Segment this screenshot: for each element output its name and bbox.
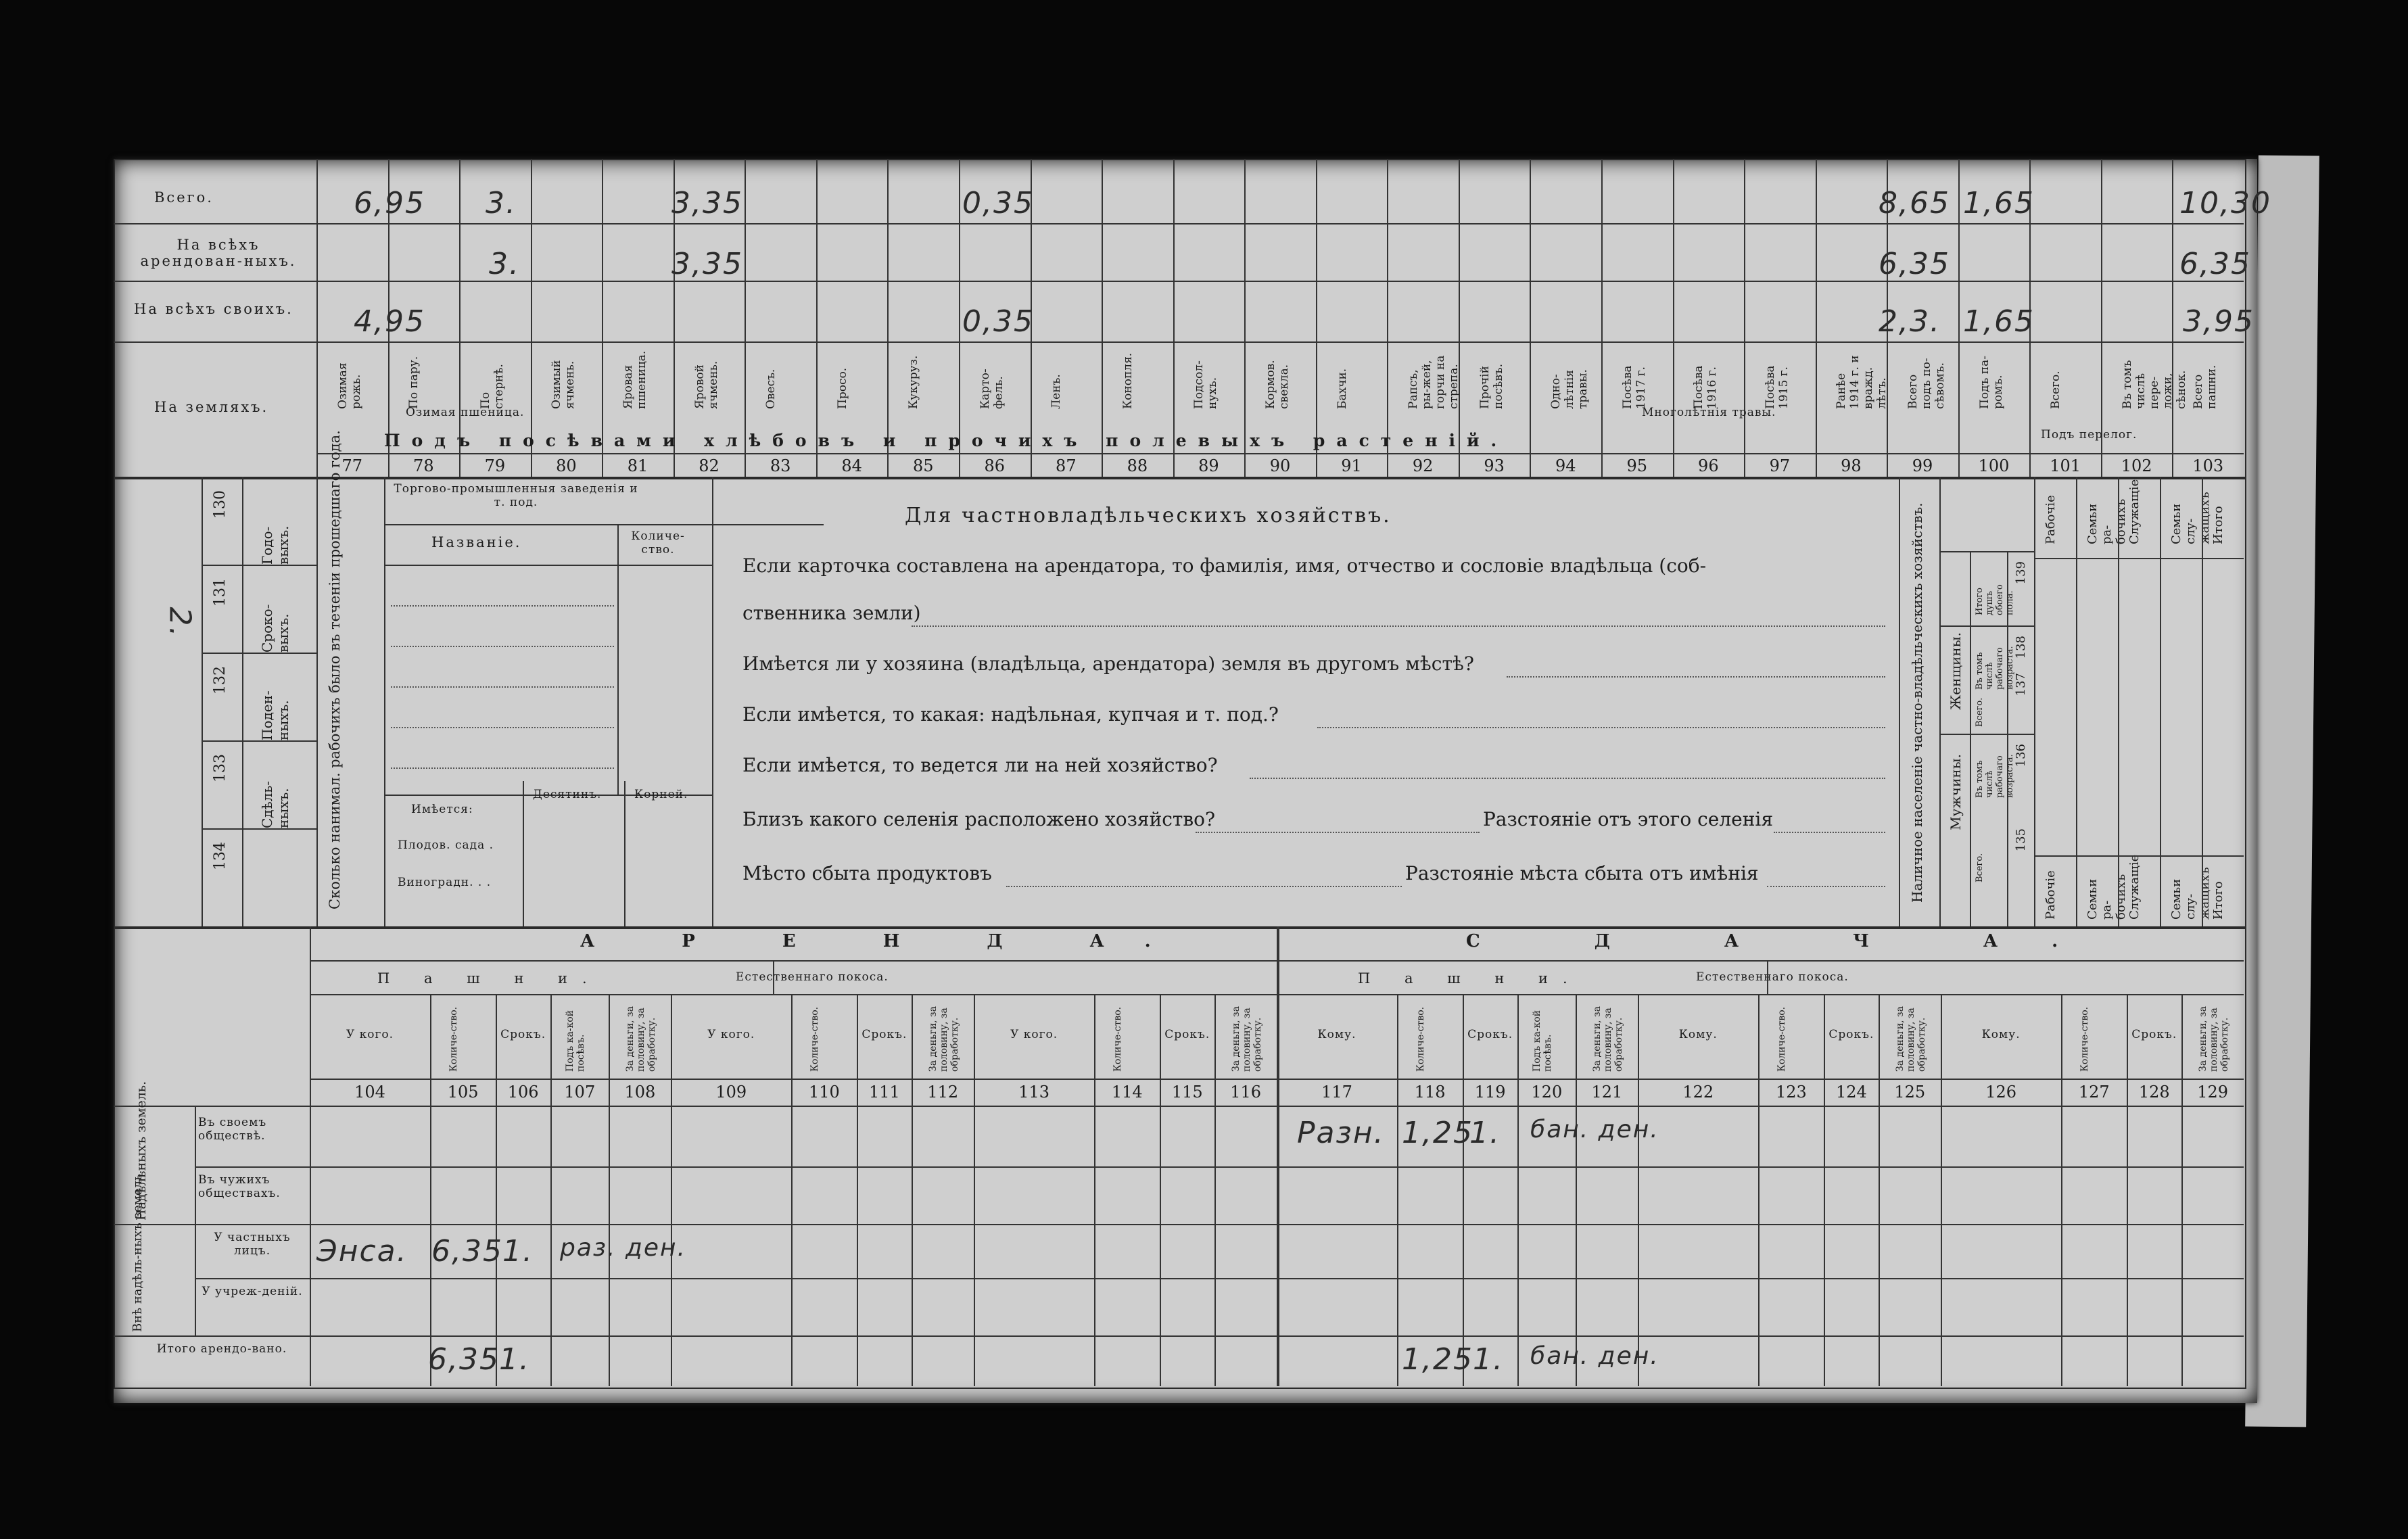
bottom-col-label-117: Кому.	[1317, 1028, 1356, 1041]
bottom-col-num-105: 105	[447, 1083, 479, 1102]
bottom-col-label-125: За деньги, за половину, за обработку.	[1895, 1006, 1928, 1072]
women-label: Женщины.	[1947, 632, 1964, 711]
bottom-col-label-111: Срокъ.	[861, 1028, 907, 1041]
top-col-label-93: Прочій посѣвъ.	[1478, 363, 1505, 409]
pop-col-label-138: Въ томъ числѣ рабочаго возраста.	[1975, 646, 2015, 690]
top-col-num-84: 84	[841, 456, 862, 475]
hired-col-num-134: 134	[212, 842, 229, 870]
pop-col-label-139: Итого душъ обоего пола.	[1975, 584, 2015, 615]
bottom-col-label-129: За деньги, за половину, за обработку.	[2198, 1006, 2231, 1072]
top-col-label-89: Подсол-нухъ.	[1192, 360, 1220, 409]
bottom-col-label-106: Срокъ.	[500, 1028, 546, 1041]
top-col-num-96: 96	[1698, 456, 1719, 475]
top-col-label-86: Карто-фель.	[978, 369, 1006, 409]
top-col-label-77: Озимая рожь.	[335, 362, 363, 409]
hw-vsego-99: 8,65	[1879, 186, 1950, 220]
hw-mark-2: 2.	[162, 607, 197, 638]
question-1b: ственника земли)	[742, 602, 921, 624]
hired-label: Сколько нанимал. рабочихъ было въ теченіи прошедшаго года.	[327, 430, 343, 909]
top-col-label-84: Просо.	[835, 367, 849, 409]
bottom-col-label-107: Подъ ка-кой посѣвъ.	[565, 1010, 587, 1072]
top-col-label-80: Озимый ячмень.	[550, 360, 577, 409]
pop-col-label-135: Всего.	[1975, 853, 1985, 882]
top-col-num-88: 88	[1127, 456, 1148, 475]
bottom-col-label-127: Количе-ство.	[2079, 1006, 2090, 1072]
bottom-col-label-105: Количе-ство.	[448, 1006, 459, 1072]
bottom-col-label-110: Количе-ство.	[809, 1006, 820, 1072]
bottom-col-label-123: Количе-ство.	[1776, 1006, 1787, 1072]
arenda-pokos: Естественнаго покоса.	[736, 970, 889, 984]
group-travy: Многолѣтнія травы.	[1642, 406, 1776, 419]
staff-col-top-3: Семьи слу-жащихъ	[2169, 492, 2212, 544]
desyatin-header: Десятинъ.	[533, 788, 602, 801]
bottom-col-num-115: 115	[1171, 1083, 1203, 1102]
pop-col-num-137: 137	[2014, 673, 2028, 696]
hired-col-num-132: 132	[212, 666, 229, 694]
has-label: Имѣется:	[411, 803, 473, 816]
hw-vsego-82: 3,35	[671, 186, 743, 220]
hw-vsego-100: 1,65	[1963, 186, 2035, 220]
question-6: Мѣсто сбыта продуктовъ	[742, 862, 992, 884]
hw-svoih-100: 1,65	[1963, 304, 2035, 339]
private-title: Для частновладѣльческихъ хозяйствъ.	[905, 504, 1392, 527]
top-col-num-103: 103	[2192, 456, 2224, 475]
top-col-label-97: Посѣва 1915 г.	[1763, 365, 1791, 409]
sdacha-pokos: Естественнаго покоса.	[1696, 970, 1849, 984]
sdacha-pashni: П а ш н и.	[1358, 970, 1582, 987]
hired-col-num-131: 131	[212, 578, 229, 607]
top-col-num-97: 97	[1769, 456, 1791, 475]
bottom-col-label-104: У кого.	[346, 1028, 394, 1041]
hw-itogo-sdacha-srok: 1.	[1473, 1342, 1504, 1377]
hw-itogo-sdacha-usl: бан. ден.	[1530, 1342, 1659, 1370]
top-col-num-101: 101	[2050, 456, 2081, 475]
row-uchrezh: У учреж-деній.	[202, 1285, 303, 1298]
bottom-col-num-104: 104	[354, 1083, 385, 1102]
question-5b: Разстояніе отъ этого селенія	[1483, 808, 1773, 830]
bottom-col-num-126: 126	[1985, 1083, 2017, 1102]
bottom-col-num-127: 127	[2078, 1083, 2110, 1102]
hw-vsego-79: 3.	[486, 186, 517, 220]
top-col-label-87: Ленъ.	[1049, 374, 1064, 409]
group-ozimaya: Озимая пшеница.	[406, 406, 525, 419]
bottom-col-num-110: 110	[808, 1083, 840, 1102]
top-col-num-83: 83	[770, 456, 791, 475]
top-col-num-100: 100	[1978, 456, 2010, 475]
bottom-col-num-123: 123	[1775, 1083, 1807, 1102]
garden-label: Плодов. сада .	[398, 838, 494, 852]
hw-vsego-77: 6,95	[354, 186, 425, 220]
bottom-col-label-114: Количе-ство.	[1112, 1006, 1123, 1072]
bottom-col-num-124: 124	[1835, 1083, 1867, 1102]
top-col-label-83: Овесъ.	[764, 369, 778, 409]
top-col-label-92: Рапсъ, ры-жей, горчи на стрепа.	[1407, 355, 1461, 409]
bottom-col-label-120: Подъ ка-кой посѣвъ.	[1532, 1010, 1554, 1072]
bottom-col-num-107: 107	[564, 1083, 596, 1102]
group-perelog: Подъ перелог.	[2041, 428, 2138, 442]
hw-itogo-arenda-srok: 1.	[499, 1342, 530, 1377]
staff-col-bot-4: Итого	[2211, 881, 2225, 920]
bottom-col-num-106: 106	[507, 1083, 539, 1102]
group-vne: Внѣ надѣль-ныхъ земель.	[131, 1170, 145, 1332]
staff-col-top-4: Итого	[2211, 506, 2225, 544]
question-4: Если имѣется, то ведется ли на ней хозяйство?	[742, 754, 1218, 776]
top-col-num-82: 82	[699, 456, 719, 475]
pop-col-num-139: 139	[2014, 561, 2028, 585]
bottom-col-label-116: За деньги, за половину, за обработку.	[1231, 1006, 1264, 1072]
top-col-label-99: Всего подъ по-сѣвомъ.	[1906, 358, 1947, 409]
top-col-num-85: 85	[912, 456, 934, 475]
bottom-col-num-120: 120	[1531, 1083, 1563, 1102]
top-col-num-99: 99	[1912, 456, 1933, 475]
hired-col-num-133: 133	[212, 754, 229, 782]
bottom-col-num-116: 116	[1230, 1083, 1262, 1102]
hw-itogo-sdacha-qty: 1,25	[1402, 1342, 1473, 1377]
top-col-num-89: 89	[1198, 456, 1219, 475]
bottom-col-num-114: 114	[1111, 1083, 1143, 1102]
pop-col-num-135: 135	[2014, 828, 2028, 852]
hw-svoem-qty: 1,25	[1402, 1116, 1473, 1150]
hw-arend-79: 3.	[489, 247, 520, 281]
bottom-col-label-124: Срокъ.	[1828, 1028, 1874, 1041]
top-col-num-81: 81	[627, 456, 648, 475]
top-col-num-90: 90	[1269, 456, 1291, 475]
bottom-col-num-129: 129	[2197, 1083, 2229, 1102]
hw-vsego-103: 10,30	[2179, 186, 2271, 220]
bottom-col-label-121: За деньги, за половину, за обработку.	[1592, 1006, 1625, 1072]
top-col-label-91: Бахчи.	[1335, 368, 1349, 409]
top-col-label-100: Подъ па-ромъ.	[1977, 356, 2005, 409]
top-col-label-90: Кормов. свекла.	[1264, 360, 1291, 409]
bottom-col-num-119: 119	[1474, 1083, 1506, 1102]
row-itogo: Итого арендо-вано.	[156, 1342, 287, 1356]
top-col-num-102: 102	[2121, 456, 2152, 475]
vineyard-label: Виноградн. . .	[398, 876, 492, 889]
row-chuzhih: Въ чужихъ обществахъ.	[198, 1173, 281, 1200]
hw-chastn-ukogo: Энса.	[316, 1234, 408, 1269]
question-5: Близъ какого селенія расположено хозяйство?	[742, 808, 1216, 830]
bottom-col-num-113: 113	[1018, 1083, 1050, 1102]
staff-col-bot-3: Семьи слу-жащихъ	[2169, 867, 2212, 920]
trade-title: Торгово-промышленныя заведенія и т. под.	[394, 482, 638, 509]
bottom-col-num-118: 118	[1414, 1083, 1446, 1102]
bottom-col-label-119: Срокъ.	[1467, 1028, 1513, 1041]
pop-col-label-137: Всего.	[1975, 697, 1985, 727]
top-col-num-91: 91	[1341, 456, 1362, 475]
top-col-num-94: 94	[1555, 456, 1576, 475]
arenda-pashni: П а ш н и.	[377, 970, 602, 987]
hw-svoih-103: 3,95	[2183, 304, 2254, 339]
top-col-label-101: Всего.	[2049, 371, 2063, 409]
trade-name-header: Названіе.	[431, 534, 522, 550]
bottom-col-num-109: 109	[715, 1083, 747, 1102]
bottom-col-num-111: 111	[868, 1083, 900, 1102]
hw-vsego-86: 0,35	[962, 186, 1034, 220]
bottom-col-num-112: 112	[927, 1083, 959, 1102]
bottom-col-label-118: Количе-ство.	[1415, 1006, 1426, 1072]
staff-col-bot-0: Рабочіе	[2044, 870, 2058, 920]
arenda-banner: А Р Е Н Д А.	[580, 931, 1191, 951]
bottom-col-num-108: 108	[624, 1083, 656, 1102]
hw-itogo-arenda-qty: 6,35	[428, 1342, 500, 1377]
group-nadel: Надѣльныхъ земель.	[134, 1081, 149, 1221]
trade-qty-header: Количе-ство.	[631, 529, 685, 557]
hw-svoem-komu: Разн.	[1297, 1116, 1385, 1150]
row-chastn: У частныхъ лицъ.	[214, 1231, 291, 1258]
pop-col-num-136: 136	[2014, 744, 2028, 767]
bottom-col-label-122: Кому.	[1678, 1028, 1718, 1041]
top-col-label-95: Посѣва 1917 г.	[1620, 365, 1648, 409]
top-col-num-87: 87	[1056, 456, 1077, 475]
staff-col-bot-1: Семьи ра-бочихъ	[2085, 874, 2128, 920]
bottom-col-label-113: У кого.	[1010, 1028, 1058, 1041]
hired-col-label-130: Годо-выхъ.	[259, 525, 291, 565]
census-card	[114, 159, 2271, 1403]
top-col-num-77: 77	[341, 456, 363, 475]
bottom-col-num-122: 122	[1682, 1083, 1714, 1102]
hw-svoih-77: 4,95	[354, 304, 425, 339]
top-col-label-96: Посѣва 1916 г.	[1692, 365, 1720, 409]
top-col-label-85: Кукуруз.	[907, 355, 921, 409]
hired-col-num-130: 130	[212, 490, 229, 519]
bottom-col-label-128: Срокъ.	[2131, 1028, 2177, 1041]
bottom-col-num-128: 128	[2138, 1083, 2170, 1102]
bottom-col-label-112: За деньги, за половину, за обработку.	[928, 1006, 961, 1072]
top-col-num-80: 80	[556, 456, 577, 475]
pop-col-num-138: 138	[2014, 636, 2028, 659]
top-col-num-95: 95	[1626, 456, 1648, 475]
top-col-num-86: 86	[984, 456, 1006, 475]
top-col-label-78: По пару.	[407, 356, 421, 409]
top-col-num-98: 98	[1841, 456, 1862, 475]
bottom-col-num-117: 117	[1321, 1083, 1352, 1102]
question-1: Если карточка составлена на арендатора, то фамилія, имя, отчество и сословіе владѣльца (соб-	[742, 554, 1707, 577]
hired-col-label-133: Сдѣль-ныхъ.	[259, 780, 291, 828]
staff-col-bot-2: Служащіе	[2127, 854, 2142, 920]
top-col-label-103: Всего пашни.	[2192, 364, 2219, 409]
bottom-col-num-121: 121	[1591, 1083, 1623, 1102]
population-title: Наличное населеніе частно-владѣльческихъ хозяйствъ.	[1909, 502, 1925, 903]
row-svoem: Въ своемъ обществѣ.	[198, 1116, 267, 1143]
question-6b: Разстояніе мѣста сбыта отъ имѣнія	[1405, 862, 1759, 884]
korney-header: Корней.	[634, 788, 688, 801]
row-label-vsego: Всего.	[154, 189, 214, 206]
hw-svoem-srok: 1.	[1469, 1116, 1501, 1150]
hw-arend-82: 3,35	[671, 247, 743, 281]
staff-col-top-2: Служащіе	[2127, 479, 2142, 544]
hw-svoih-86: 0,35	[962, 304, 1034, 339]
top-col-num-79: 79	[484, 456, 506, 475]
bottom-col-label-126: Кому.	[1981, 1028, 2021, 1041]
question-3: Если имѣется, то какая: надѣльная, купчая и т. под.?	[742, 703, 1279, 726]
bottom-col-num-125: 125	[1894, 1083, 1926, 1102]
bottom-table	[114, 926, 2246, 1389]
hw-arend-103: 6,35	[2179, 247, 2251, 281]
hw-chastn-usl: раз. ден.	[560, 1234, 686, 1262]
staff-col-top-0: Рабочіе	[2044, 495, 2058, 544]
row-label-arend: На всѣхъ арендован-ныхъ.	[140, 237, 297, 269]
row-label-zemlyah: На земляхъ.	[154, 399, 269, 415]
bottom-col-label-115: Срокъ.	[1164, 1028, 1210, 1041]
staff-col-top-1: Семьи ра-бочихъ	[2085, 498, 2128, 544]
bottom-col-label-108: За деньги, за половину, за обработку.	[625, 1006, 658, 1072]
hw-svoih-99: 2,3.	[1879, 304, 1941, 339]
top-col-label-102: Въ томъ числѣ пере-ложи, сѣнок.	[2120, 360, 2188, 409]
top-col-label-79: По стернѣ.	[478, 364, 506, 409]
top-col-num-93: 93	[1484, 456, 1505, 475]
hired-col-label-134	[259, 842, 300, 916]
top-col-label-98: Ранѣе 1914 г. и вражд. лѣтъ.	[1835, 355, 1889, 409]
pop-col-label-136: Въ томъ числѣ рабочаго возраста.	[1975, 754, 2015, 798]
sdacha-banner: С Д А Ч А.	[1466, 931, 2112, 951]
men-label: Мужчины.	[1947, 754, 1964, 830]
top-col-label-81: Яровая пшеница.	[621, 350, 648, 409]
hw-svoem-usl: бан. ден.	[1530, 1116, 1659, 1143]
top-col-label-82: Яровой ячмень.	[692, 360, 720, 409]
bottom-col-label-109: У кого.	[707, 1028, 755, 1041]
hired-col-label-132: Поден-ныхъ.	[259, 690, 291, 740]
hw-chastn-srok: 1.	[502, 1234, 534, 1269]
top-col-num-78: 78	[413, 456, 434, 475]
top-col-num-92: 92	[1412, 456, 1434, 475]
row-label-svoih: На всѣхъ своихъ.	[134, 301, 293, 317]
top-col-label-88: Конопля.	[1120, 352, 1135, 409]
top-col-label-94: Одно-лѣтнія травы.	[1549, 369, 1590, 409]
hired-col-label-131: Сроко-выхъ.	[259, 604, 291, 653]
hw-chastn-qty: 6,35	[431, 1234, 503, 1269]
sown-banner: Подъ посѣвами хлѣбовъ и прочихъ полевыхъ растеній.	[384, 431, 1509, 450]
question-2: Имѣется ли у хозяина (владѣльца, арендатора) земля въ другомъ мѣстѣ?	[742, 653, 1474, 675]
hw-arend-99: 6,35	[1879, 247, 1950, 281]
